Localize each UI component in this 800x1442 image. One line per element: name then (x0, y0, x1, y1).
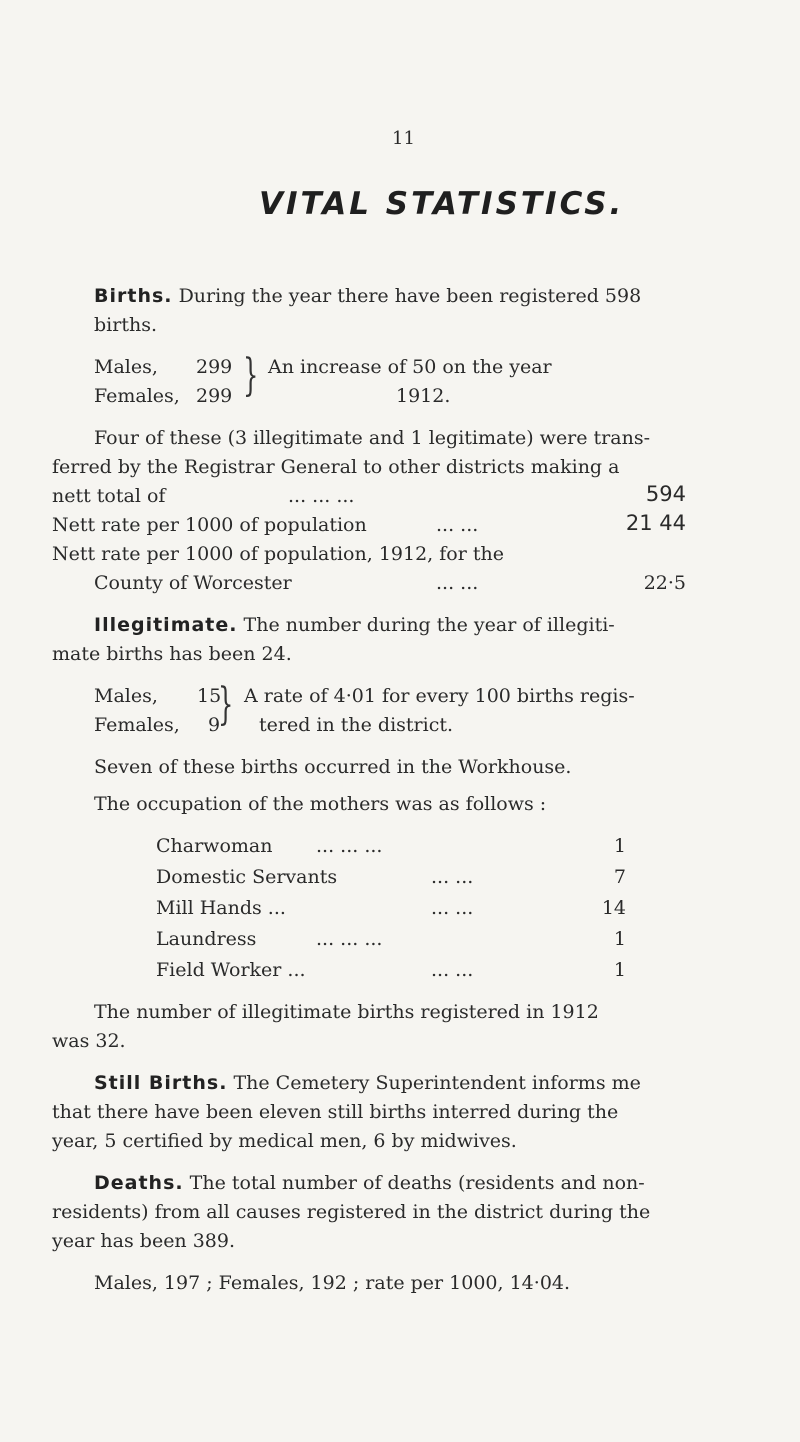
workhouse-line: Seven of these births occurred in the Workhouse. (94, 756, 572, 778)
occupation-count: 1 (613, 928, 626, 950)
births-heading: Births. (94, 285, 173, 307)
births-transfer-line2: ferred by the Registrar General to other districts making a (52, 456, 620, 478)
deaths-paragraph (94, 1171, 645, 1195)
illegitimate-females-value: 9 (208, 714, 221, 736)
nett-rate-dots: ... ... (436, 514, 479, 536)
births-females-value: 299 (196, 385, 233, 407)
prev-year-line2: was 32. (52, 1030, 126, 1052)
births-transfer-line1: Four of these (3 illegitimate and 1 legitimate) were trans- (94, 427, 651, 449)
occupation-label: Mill Hands ... (156, 897, 286, 919)
occupation-label: Domestic Servants (156, 866, 338, 888)
still-births-heading: Still Births. (94, 1072, 228, 1094)
illegitimate-males-label: Males, (94, 685, 158, 707)
occupation-count: 1 (613, 959, 626, 981)
nett-rate-label: Nett rate per 1000 of population (52, 514, 367, 536)
births-males-label: Males, (94, 356, 158, 378)
occupation-count: 1 (613, 835, 626, 857)
deaths-heading: Deaths. (94, 1172, 184, 1194)
still-births-line1: The Cemetery Superintendent informs me (233, 1072, 641, 1094)
still-births-line3: year, 5 certified by medical men, 6 by midwives. (52, 1130, 517, 1152)
illegitimate-heading: Illegitimate. (94, 614, 238, 636)
occupation-dots: ... ... ... (316, 928, 383, 950)
occupation-label: Laundress (156, 928, 257, 950)
deaths-line2: residents) from all causes registered in the district during the (52, 1201, 651, 1223)
page-number: 11 (392, 128, 415, 149)
births-males-value: 299 (196, 356, 233, 378)
occupation-count: 14 (601, 897, 626, 919)
illegitimate-intro-line1: The number during the year of illegiti- (243, 614, 615, 636)
illegitimate-females-label: Females, (94, 714, 180, 736)
births-females-label: Females, (94, 385, 180, 407)
nett-rate-value: 21 44 (625, 511, 686, 535)
prev-year-line1: The number of illegitimate births registered in 1912 (94, 1001, 599, 1023)
deaths-summary: Males, 197 ; Females, 192 ; rate per 1000, 14·04. (94, 1272, 571, 1294)
occupation-count: 7 (613, 866, 626, 888)
births-brace-note-line1: An increase of 50 on the year (268, 356, 552, 378)
births-brace: } (243, 350, 259, 401)
births-paragraph (94, 284, 641, 308)
nett-total-label: nett total of (52, 485, 166, 507)
occupation-dots: ... ... ... (316, 835, 383, 857)
illegitimate-brace-note-line1: A rate of 4·01 for every 100 births regis- (244, 685, 635, 707)
deaths-line1: The total number of deaths (residents and non- (189, 1172, 645, 1194)
occupation-dots: ... ... (431, 897, 474, 919)
occupation-label: Field Worker ... (156, 959, 306, 981)
county-dots: ... ... (436, 572, 479, 594)
illegitimate-brace-note-line2: tered in the district. (259, 714, 454, 736)
illegitimate-males-value: 15 (197, 685, 222, 707)
occupation-label: Charwoman (156, 835, 273, 857)
nett-total-value: 594 (645, 482, 686, 506)
county-rate-line1: Nett rate per 1000 of population, 1912, for the (52, 543, 504, 565)
occupation-intro: The occupation of the mothers was as follows : (94, 793, 547, 815)
page-title: VITAL STATISTICS. (259, 186, 625, 222)
births-brace-note-line2: 1912. (396, 385, 451, 407)
deaths-line3: year has been 389. (52, 1230, 236, 1252)
births-intro-line1: During the year there have been registered 598 (178, 285, 642, 307)
county-label: County of Worcester (94, 572, 292, 594)
still-births-paragraph (94, 1071, 641, 1095)
occupation-dots: ... ... (431, 866, 474, 888)
illegitimate-paragraph (94, 613, 615, 637)
still-births-line2: that there have been eleven still births interred during the (52, 1101, 619, 1123)
nett-total-dots: ... ... ... (288, 485, 355, 507)
illegitimate-intro-line2: mate births has been 24. (52, 643, 292, 665)
illegitimate-brace: } (218, 679, 234, 730)
births-intro-line2: births. (94, 314, 157, 336)
occupation-dots: ... ... (431, 959, 474, 981)
county-value: 22·5 (643, 572, 686, 594)
